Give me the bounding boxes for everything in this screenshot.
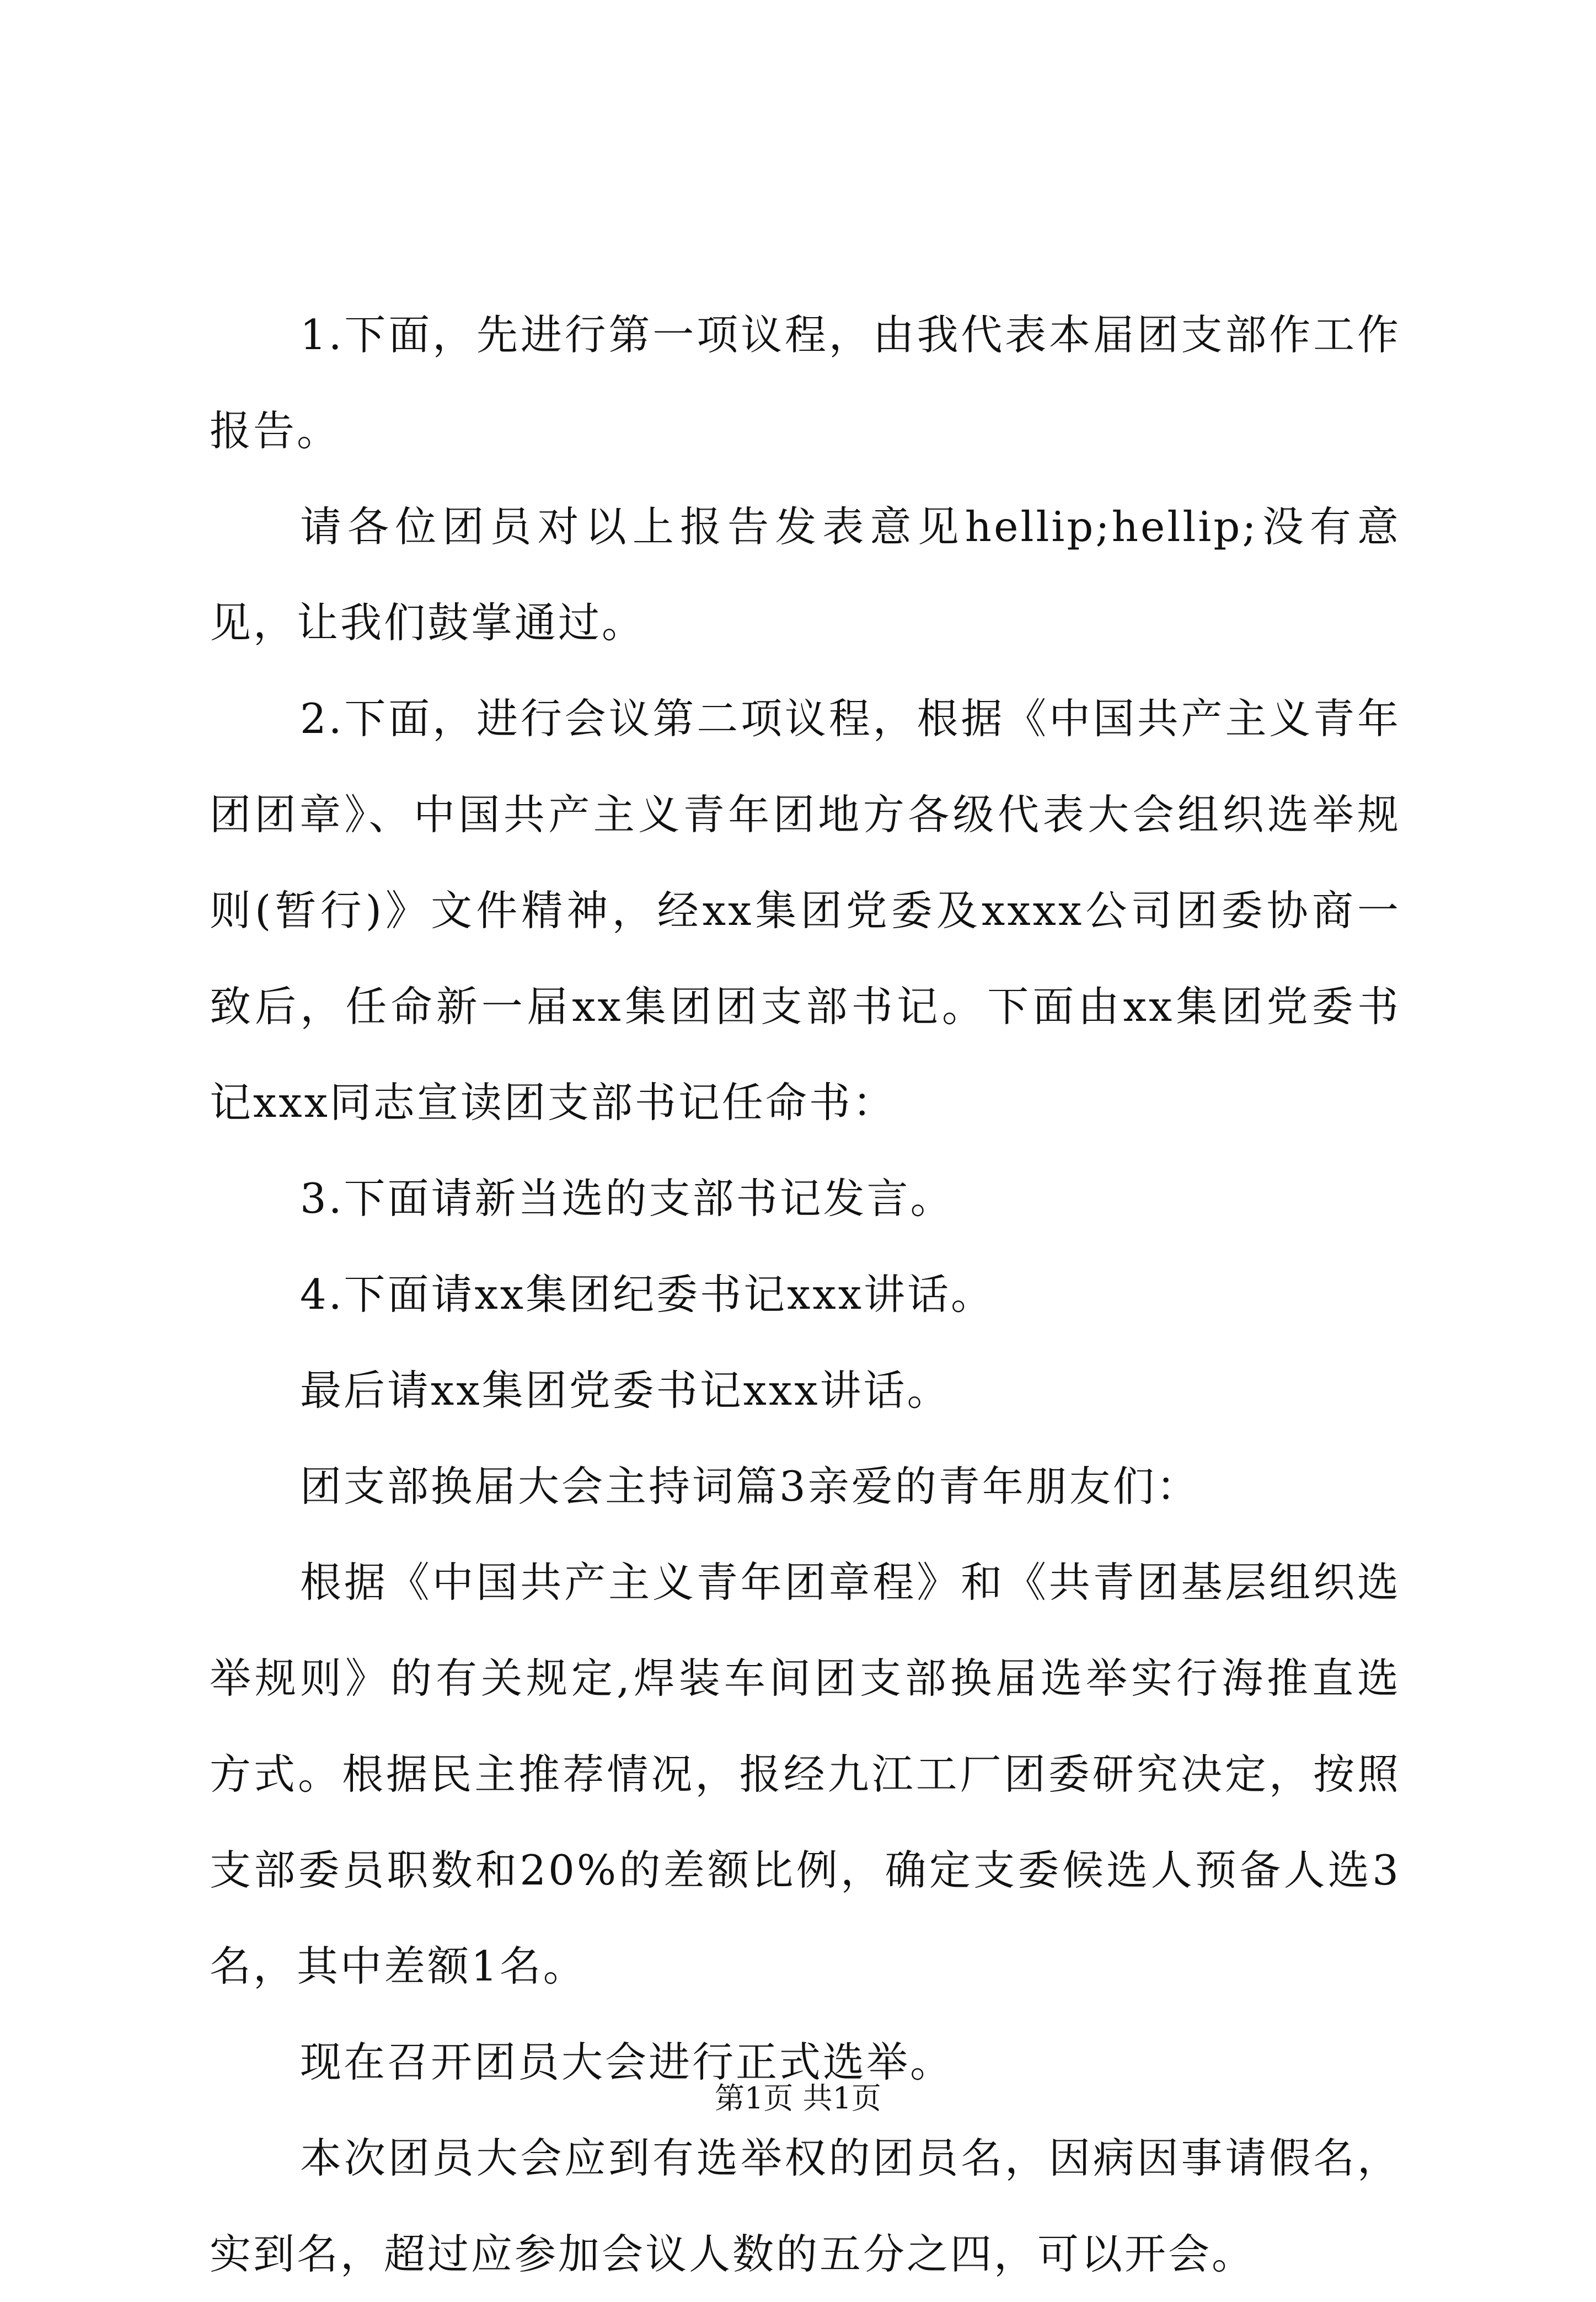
paragraph-agenda-2: 2.下面，进行会议第二项议程，根据《中国共产主义青年团团章》、中国共产主义青年团地方各级代表大会组织选举规则(暂行)》文件精神，经xx集团党委及xxxx公司团委协商一致后，任命新一届xx集团团支部书记。下面由xx集团党委书记xxx同志宣读团支部书记任命书：: [210, 694, 1401, 1127]
paragraph-agenda-1: 1.下面，先进行第一项议程，由我代表本届团支部作工作报告。: [210, 310, 1401, 455]
paragraph-closing-speech: 最后请xx集团党委书记xxx讲话。: [300, 1366, 951, 1415]
paragraph-section-3-heading: 团支部换届大会主持词篇3亲爱的青年朋友们：: [300, 1462, 1200, 1511]
paragraph-election-start: 现在召开团员大会进行正式选举。: [300, 2038, 954, 2086]
paragraph-agenda-3: 3.下面请新当选的支部书记发言。: [300, 1174, 954, 1223]
paragraph-agenda-4: 4.下面请xx集团纪委书记xxx讲话。: [300, 1270, 995, 1319]
paragraph-election-rules: 根据《中国共产主义青年团章程》和《共青团基层组织选举规则》的有关规定,焊装车间团支部换届选举实行海推直选方式。根据民主推荐情况，报经九江工厂团委研究决定，按照支部委员职数和20%的差额比例，确定支委候选人预备人选3名，其中差额1名。: [210, 1558, 1401, 1990]
page-footer: 第1页 共1页: [715, 2081, 881, 2116]
paragraph-approval: 请各位团员对以上报告发表意见hellip;hellip;没有意见，让我们鼓掌通过。: [210, 502, 1401, 647]
document-body: [210, 287, 1401, 2302]
paragraph-attendance: 本次团员大会应到有选举权的团员名，因病因事请假名，实到名，超过应参加会议人数的五分之四，可以开会。: [210, 2134, 1401, 2278]
